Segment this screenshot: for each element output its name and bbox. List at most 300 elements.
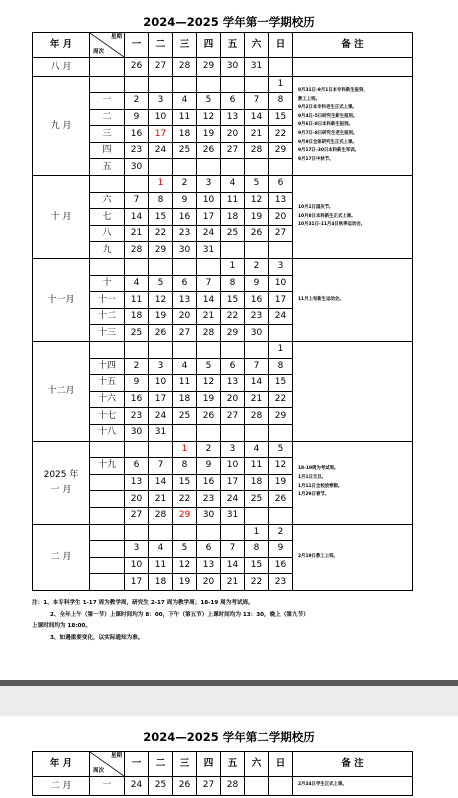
day-cell: 29 [173, 507, 197, 524]
day-cell: 14 [125, 209, 149, 226]
day-cell: 7 [125, 192, 149, 209]
day-cell: 21 [245, 391, 269, 408]
week-number [90, 259, 125, 276]
day-cell: 16 [173, 209, 197, 226]
month-label: 九 月 [33, 76, 90, 176]
day-cell [173, 342, 197, 359]
day-cell: 6 [173, 275, 197, 292]
day-cell: 28 [197, 325, 221, 342]
day-cell [125, 176, 149, 193]
day-cell: 2 [269, 524, 293, 541]
day-cell: 18 [173, 126, 197, 143]
day-cell: 12 [197, 109, 221, 126]
week-number: 十八 [90, 424, 125, 441]
note-line: 9月9日全体研究生正式上课。 [298, 139, 357, 145]
day-cell: 18 [245, 474, 269, 491]
week-number: 七 [90, 209, 125, 226]
day-cell: 8 [149, 192, 173, 209]
day-cell: 7 [197, 275, 221, 292]
week-row [33, 441, 413, 458]
week-number [90, 557, 125, 574]
day-cell: 20 [173, 308, 197, 325]
header-day: 一 [125, 752, 149, 777]
day-cell: 13 [269, 192, 293, 209]
header-year-month: 年 月 [33, 752, 90, 777]
day-cell: 25 [173, 142, 197, 159]
day-cell [197, 524, 221, 541]
day-cell [245, 159, 269, 176]
month-label: 十二月 [33, 342, 90, 442]
day-cell: 16 [269, 557, 293, 574]
day-cell: 9 [197, 458, 221, 475]
day-cell: 3 [221, 441, 245, 458]
day-cell: 27 [221, 408, 245, 425]
week-number [90, 474, 125, 491]
day-cell: 5 [269, 441, 293, 458]
month-label: 二 月 [33, 777, 90, 796]
header-day: 三 [173, 33, 197, 58]
semester-2-calendar-table [32, 751, 413, 796]
day-cell: 17 [149, 391, 173, 408]
note-line: 教工上班。 [298, 96, 320, 102]
header-day: 日 [269, 33, 293, 58]
day-cell [125, 259, 149, 276]
month-label: 八 月 [33, 58, 90, 77]
week-number: 八 [90, 225, 125, 242]
day-cell [125, 441, 149, 458]
day-cell: 1 [149, 176, 173, 193]
day-cell: 15 [149, 209, 173, 226]
day-cell: 21 [125, 225, 149, 242]
day-cell: 13 [125, 474, 149, 491]
day-cell: 30 [221, 58, 245, 77]
day-cell: 26 [197, 142, 221, 159]
day-cell: 19 [245, 209, 269, 226]
day-cell: 21 [245, 126, 269, 143]
day-cell [269, 424, 293, 441]
day-cell [173, 524, 197, 541]
header-day: 二 [149, 752, 173, 777]
day-cell: 1 [173, 441, 197, 458]
day-cell [269, 325, 293, 342]
day-cell: 24 [149, 142, 173, 159]
footnote-line: 注：1、本专科学生 1-17 周为教学周，研究生 2-17 周为教学周；18-19 周为考试周。 [32, 600, 254, 606]
day-cell: 16 [125, 126, 149, 143]
note-line: 9月4日-5日研究生新生报到。 [298, 113, 358, 119]
day-cell: 25 [245, 491, 269, 508]
day-cell: 22 [269, 126, 293, 143]
day-cell: 24 [269, 308, 293, 325]
day-cell: 11 [173, 375, 197, 392]
day-cell: 23 [125, 142, 149, 159]
day-cell: 23 [269, 574, 293, 591]
day-cell: 11 [221, 192, 245, 209]
day-cell [269, 159, 293, 176]
semester-1-title: 2024—2025 学年第一学期校历 [143, 15, 315, 29]
day-cell: 4 [149, 541, 173, 558]
day-cell: 27 [125, 507, 149, 524]
week-number: 二 [90, 109, 125, 126]
day-cell: 25 [173, 408, 197, 425]
day-cell [245, 424, 269, 441]
month-notes [293, 524, 413, 590]
day-cell: 23 [125, 408, 149, 425]
day-cell: 1 [269, 342, 293, 359]
day-cell: 2 [245, 259, 269, 276]
day-cell: 26 [173, 777, 197, 796]
day-cell: 17 [221, 474, 245, 491]
note-line: 10月8日本科新生正式上课。 [298, 213, 356, 219]
day-cell: 25 [125, 325, 149, 342]
day-cell: 17 [125, 574, 149, 591]
month-notes [293, 342, 413, 442]
week-number: 十四 [90, 358, 125, 375]
header-notes: 备 注 [293, 752, 413, 777]
header-weekday-label: 星期 [110, 753, 122, 759]
header-week-label: 周次 [93, 48, 105, 55]
day-cell: 17 [149, 126, 173, 143]
day-cell: 19 [269, 474, 293, 491]
day-cell: 2 [173, 176, 197, 193]
day-cell: 4 [245, 441, 269, 458]
day-cell: 31 [245, 58, 269, 77]
month-notes [293, 777, 413, 796]
week-number [90, 441, 125, 458]
day-cell: 28 [245, 142, 269, 159]
day-cell: 12 [269, 458, 293, 475]
day-cell: 14 [197, 292, 221, 309]
month-notes [293, 176, 413, 259]
day-cell: 28 [245, 408, 269, 425]
day-cell: 14 [245, 109, 269, 126]
day-cell: 27 [149, 58, 173, 77]
day-cell: 28 [125, 242, 149, 259]
day-cell [245, 76, 269, 93]
note-line: 10月1日国庆节。 [298, 205, 334, 211]
day-cell: 12 [173, 557, 197, 574]
week-number: 一 [90, 777, 125, 796]
day-cell: 10 [197, 192, 221, 209]
note-line: 1月11日全校放寒假。 [298, 483, 343, 489]
day-cell: 13 [197, 557, 221, 574]
day-cell: 20 [197, 574, 221, 591]
week-row [33, 777, 413, 796]
month-label: 十 月 [33, 176, 90, 259]
note-line: 9月6日-8日本科新生报到。 [298, 122, 353, 128]
month-notes [293, 441, 413, 524]
day-cell: 2 [197, 441, 221, 458]
day-cell [221, 159, 245, 176]
day-cell: 31 [221, 507, 245, 524]
day-cell: 5 [173, 541, 197, 558]
day-cell: 10 [125, 557, 149, 574]
day-cell: 16 [125, 391, 149, 408]
header-year-month: 年 月 [33, 33, 90, 58]
day-cell: 1 [245, 524, 269, 541]
day-cell: 13 [221, 375, 245, 392]
day-cell: 29 [197, 58, 221, 77]
footnote-line: 3、如遇重要变化，以实际通知为准。 [50, 635, 144, 642]
day-cell: 6 [221, 358, 245, 375]
semester-2-title: 2024—2025 学年第二学期校历 [143, 730, 315, 744]
day-cell: 30 [245, 325, 269, 342]
day-cell [149, 76, 173, 93]
day-cell [269, 58, 293, 77]
day-cell: 29 [269, 142, 293, 159]
day-cell: 15 [221, 292, 245, 309]
day-cell [125, 524, 149, 541]
day-cell: 26 [245, 225, 269, 242]
day-cell: 30 [125, 424, 149, 441]
week-number [90, 58, 125, 77]
day-cell [197, 259, 221, 276]
day-cell: 24 [125, 777, 149, 796]
day-cell [149, 524, 173, 541]
day-cell [245, 777, 269, 796]
day-cell: 23 [245, 308, 269, 325]
day-cell: 24 [221, 491, 245, 508]
day-cell: 15 [269, 375, 293, 392]
week-number: 六 [90, 192, 125, 209]
day-cell [173, 259, 197, 276]
day-cell [149, 259, 173, 276]
day-cell: 19 [197, 391, 221, 408]
day-cell: 10 [149, 375, 173, 392]
day-cell: 26 [197, 408, 221, 425]
note-line: 8月31日-9月1日本专科新生报到、 [298, 88, 368, 94]
day-cell: 31 [149, 424, 173, 441]
day-cell: 7 [245, 358, 269, 375]
day-cell [197, 76, 221, 93]
month-notes [293, 58, 413, 77]
week-number: 九 [90, 242, 125, 259]
day-cell: 8 [269, 93, 293, 110]
week-row [33, 342, 413, 359]
day-cell: 4 [125, 275, 149, 292]
day-cell [173, 424, 197, 441]
day-cell [221, 342, 245, 359]
day-cell: 10 [269, 275, 293, 292]
day-cell: 13 [173, 292, 197, 309]
day-cell: 9 [173, 192, 197, 209]
note-line: 2月24日学生正式上课。 [298, 782, 347, 788]
note-line: 2月19日教工上班。 [298, 553, 338, 559]
note-line: 18-19周为考试周。 [298, 466, 339, 472]
week-row [33, 58, 413, 77]
header-day: 日 [269, 752, 293, 777]
week-number: 十三 [90, 325, 125, 342]
note-line: 9月17日-30日本科新生军训。 [298, 148, 360, 154]
week-number [90, 342, 125, 359]
day-cell [149, 441, 173, 458]
day-cell: 9 [125, 375, 149, 392]
day-cell: 21 [221, 574, 245, 591]
day-cell: 5 [245, 176, 269, 193]
day-cell [221, 424, 245, 441]
day-cell [197, 424, 221, 441]
day-cell: 6 [269, 176, 293, 193]
day-cell: 5 [197, 93, 221, 110]
header-day: 五 [221, 752, 245, 777]
week-number [90, 76, 125, 93]
day-cell: 4 [221, 176, 245, 193]
day-cell: 28 [173, 58, 197, 77]
footnote-line: 上课时间均为 18:00。 [32, 623, 91, 630]
day-cell: 2 [125, 358, 149, 375]
day-cell: 8 [245, 541, 269, 558]
day-cell: 21 [149, 491, 173, 508]
week-number: 十七 [90, 408, 125, 425]
header-day: 二 [149, 33, 173, 58]
week-row [33, 259, 413, 276]
day-cell: 7 [245, 93, 269, 110]
header-day: 六 [245, 33, 269, 58]
day-cell: 27 [269, 225, 293, 242]
day-cell: 18 [125, 308, 149, 325]
day-cell: 17 [269, 292, 293, 309]
day-cell: 26 [149, 325, 173, 342]
day-cell: 13 [221, 109, 245, 126]
day-cell: 20 [221, 391, 245, 408]
day-cell [173, 159, 197, 176]
day-cell: 22 [269, 391, 293, 408]
day-cell: 8 [173, 458, 197, 475]
day-cell: 11 [245, 458, 269, 475]
day-cell: 1 [269, 76, 293, 93]
day-cell: 22 [245, 574, 269, 591]
day-cell [245, 242, 269, 259]
day-cell [269, 242, 293, 259]
day-cell: 21 [197, 308, 221, 325]
day-cell: 26 [269, 491, 293, 508]
week-row [33, 524, 413, 541]
day-cell: 4 [173, 358, 197, 375]
day-cell: 27 [221, 142, 245, 159]
day-cell: 10 [149, 109, 173, 126]
day-cell: 11 [173, 109, 197, 126]
day-cell: 29 [269, 408, 293, 425]
day-cell: 3 [149, 93, 173, 110]
day-cell: 18 [221, 209, 245, 226]
note-line: 1月29日春节。 [298, 492, 330, 498]
header-diagonal-cell [90, 752, 125, 777]
week-number: 五 [90, 159, 125, 176]
day-cell: 29 [149, 242, 173, 259]
day-cell: 4 [173, 93, 197, 110]
header-day: 五 [221, 33, 245, 58]
day-cell: 14 [245, 375, 269, 392]
day-cell: 22 [149, 225, 173, 242]
header-week-label: 周次 [93, 767, 105, 774]
day-cell [197, 342, 221, 359]
note-line: 11月上旬新生运动会。 [298, 296, 344, 302]
day-cell: 1 [221, 259, 245, 276]
day-cell: 10 [221, 458, 245, 475]
day-cell: 28 [221, 777, 245, 796]
day-cell: 3 [269, 259, 293, 276]
day-cell: 12 [245, 192, 269, 209]
day-cell: 15 [269, 109, 293, 126]
day-cell: 8 [269, 358, 293, 375]
day-cell [245, 342, 269, 359]
week-number: 一 [90, 93, 125, 110]
day-cell [125, 76, 149, 93]
day-cell [149, 159, 173, 176]
day-cell: 9 [269, 541, 293, 558]
day-cell: 25 [221, 225, 245, 242]
day-cell [269, 507, 293, 524]
day-cell: 30 [197, 507, 221, 524]
header-day: 四 [197, 752, 221, 777]
day-cell: 17 [197, 209, 221, 226]
day-cell: 30 [125, 159, 149, 176]
month-label: 2025 年 一 月 [33, 441, 90, 524]
day-cell: 24 [197, 225, 221, 242]
day-cell: 11 [125, 292, 149, 309]
day-cell: 15 [245, 557, 269, 574]
header-diagonal-cell [90, 33, 125, 58]
day-cell: 22 [221, 308, 245, 325]
day-cell [221, 76, 245, 93]
header-notes: 备 注 [293, 33, 413, 58]
note-line: 9月17日中秋节。 [298, 156, 334, 162]
day-cell: 3 [125, 541, 149, 558]
day-cell: 6 [125, 458, 149, 475]
header-row [33, 33, 413, 58]
day-cell: 29 [221, 325, 245, 342]
day-cell: 5 [197, 358, 221, 375]
footnote-line: 2、全年上午（第一节）上课时间均为 8：00，下午（第五节）上课时间均为 13：30，晚上（第九节） [50, 611, 309, 618]
header-weekday-label: 星期 [110, 34, 122, 40]
day-cell: 20 [221, 126, 245, 143]
week-number: 十二 [90, 308, 125, 325]
week-number: 三 [90, 126, 125, 143]
day-cell: 18 [173, 391, 197, 408]
semester-1-calendar-table [32, 32, 413, 591]
day-cell [149, 342, 173, 359]
day-cell: 19 [149, 308, 173, 325]
day-cell [245, 507, 269, 524]
week-number: 十六 [90, 391, 125, 408]
week-number: 十五 [90, 375, 125, 392]
day-cell: 20 [125, 491, 149, 508]
day-cell: 12 [149, 292, 173, 309]
week-row [33, 176, 413, 193]
day-cell: 28 [149, 507, 173, 524]
week-number [90, 176, 125, 193]
note-line: 9月2日本专科老生正式上课。 [298, 105, 357, 111]
day-cell [197, 159, 221, 176]
header-day: 六 [245, 752, 269, 777]
day-cell: 27 [197, 777, 221, 796]
day-cell: 15 [173, 474, 197, 491]
month-label: 二 月 [33, 524, 90, 590]
week-number: 十一 [90, 292, 125, 309]
week-number: 四 [90, 142, 125, 159]
day-cell: 25 [149, 777, 173, 796]
month-notes [293, 259, 413, 342]
day-cell: 3 [197, 176, 221, 193]
week-row [33, 76, 413, 93]
day-cell: 16 [197, 474, 221, 491]
week-number [90, 491, 125, 508]
day-cell: 31 [197, 242, 221, 259]
day-cell: 18 [149, 574, 173, 591]
day-cell: 3 [149, 358, 173, 375]
week-number [90, 507, 125, 524]
note-line: 9月7日-8日研究生老生报到。 [298, 131, 358, 137]
month-notes [293, 76, 413, 176]
